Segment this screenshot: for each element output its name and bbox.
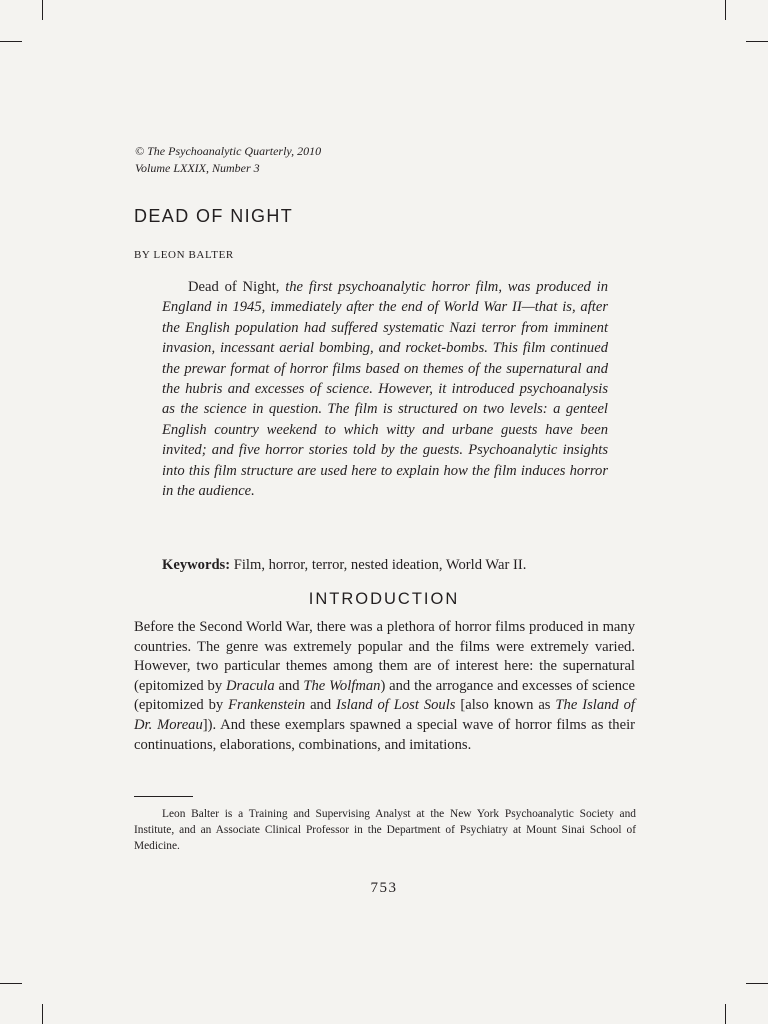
article-title: DEAD OF NIGHT bbox=[134, 206, 294, 226]
text-run: and bbox=[305, 697, 337, 714]
text-run: ]). And these exemplars spawned a special wave of horror films as their continuations, elaborations, combinations, and imitations. bbox=[134, 716, 635, 753]
page-number: 753 bbox=[370, 880, 398, 896]
byline: BY LEON BALTER bbox=[134, 249, 234, 261]
text-run: Before the Second World War, there was a plethora of horror films produced in many countries. The genre was extremely popular and the films were extremely varied. However, two particular themes among them are of interest here: the supernatural (epitomized by bbox=[134, 619, 635, 694]
crop-mark bbox=[746, 41, 768, 42]
crop-mark bbox=[0, 41, 22, 42]
crop-mark bbox=[725, 0, 726, 20]
author-footnote bbox=[134, 806, 636, 854]
keywords-text: Film, horror, terror, nested ideation, World War II. bbox=[230, 557, 527, 573]
crop-mark bbox=[725, 1004, 726, 1024]
film-title: Island of Lost Souls bbox=[336, 697, 456, 714]
film-title: Dracula bbox=[225, 677, 275, 694]
text-run: [also known as bbox=[455, 697, 556, 714]
film-title: The Island of Dr. Moreau bbox=[134, 697, 635, 733]
abstract-text: the first psychoanalytic horror film, was produced in England in 1945, immediately after the end of World War II—that is, after the English population had suffered systematic Nazi terror from imminent invasion, incessant aerial bombing, and rocket-bombs. This film continued the prewar format of horror films based on themes of the supernatural and the hubris and excesses of science. However, it introduced psychoanalysis as the science in question. The film is structured on two levels: a genteel English country weekend to which witty and urbane guests have been invited; and five horror stories told by the guests. Psychoanalytic insights into this film structure are used here to explain how the film induces horror in the audience. bbox=[162, 279, 608, 500]
journal-info bbox=[135, 143, 321, 177]
keywords-label: Keywords: bbox=[162, 557, 231, 573]
abstract bbox=[162, 277, 608, 501]
volume-line: Volume LXXIX, Number 3 bbox=[135, 161, 260, 175]
section-heading: INTRODUCTION bbox=[308, 590, 460, 608]
introduction-paragraph bbox=[134, 618, 635, 755]
abstract-film-title: Dead of Night, bbox=[188, 279, 280, 295]
footnote-text: Leon Balter is a Training and Supervising Analyst at the New York Psychoanalytic Society and Institute, and an Associate Clinical Professor in the Department of Psychiatry at Mount Sinai School of Medicine. bbox=[134, 808, 636, 852]
crop-mark bbox=[42, 1004, 43, 1024]
crop-mark bbox=[746, 983, 768, 984]
keywords bbox=[162, 555, 526, 575]
crop-mark bbox=[0, 983, 22, 984]
footnote-rule bbox=[134, 796, 193, 797]
crop-mark bbox=[42, 0, 43, 20]
text-run: ) and the arrogance and excesses of science (epitomized by bbox=[134, 677, 636, 714]
text-run: and bbox=[274, 677, 304, 694]
film-title: Frankenstein bbox=[228, 697, 306, 714]
film-title: The Wolfman bbox=[303, 677, 381, 694]
copyright-line: © The Psychoanalytic Quarterly, 2010 bbox=[135, 144, 322, 158]
